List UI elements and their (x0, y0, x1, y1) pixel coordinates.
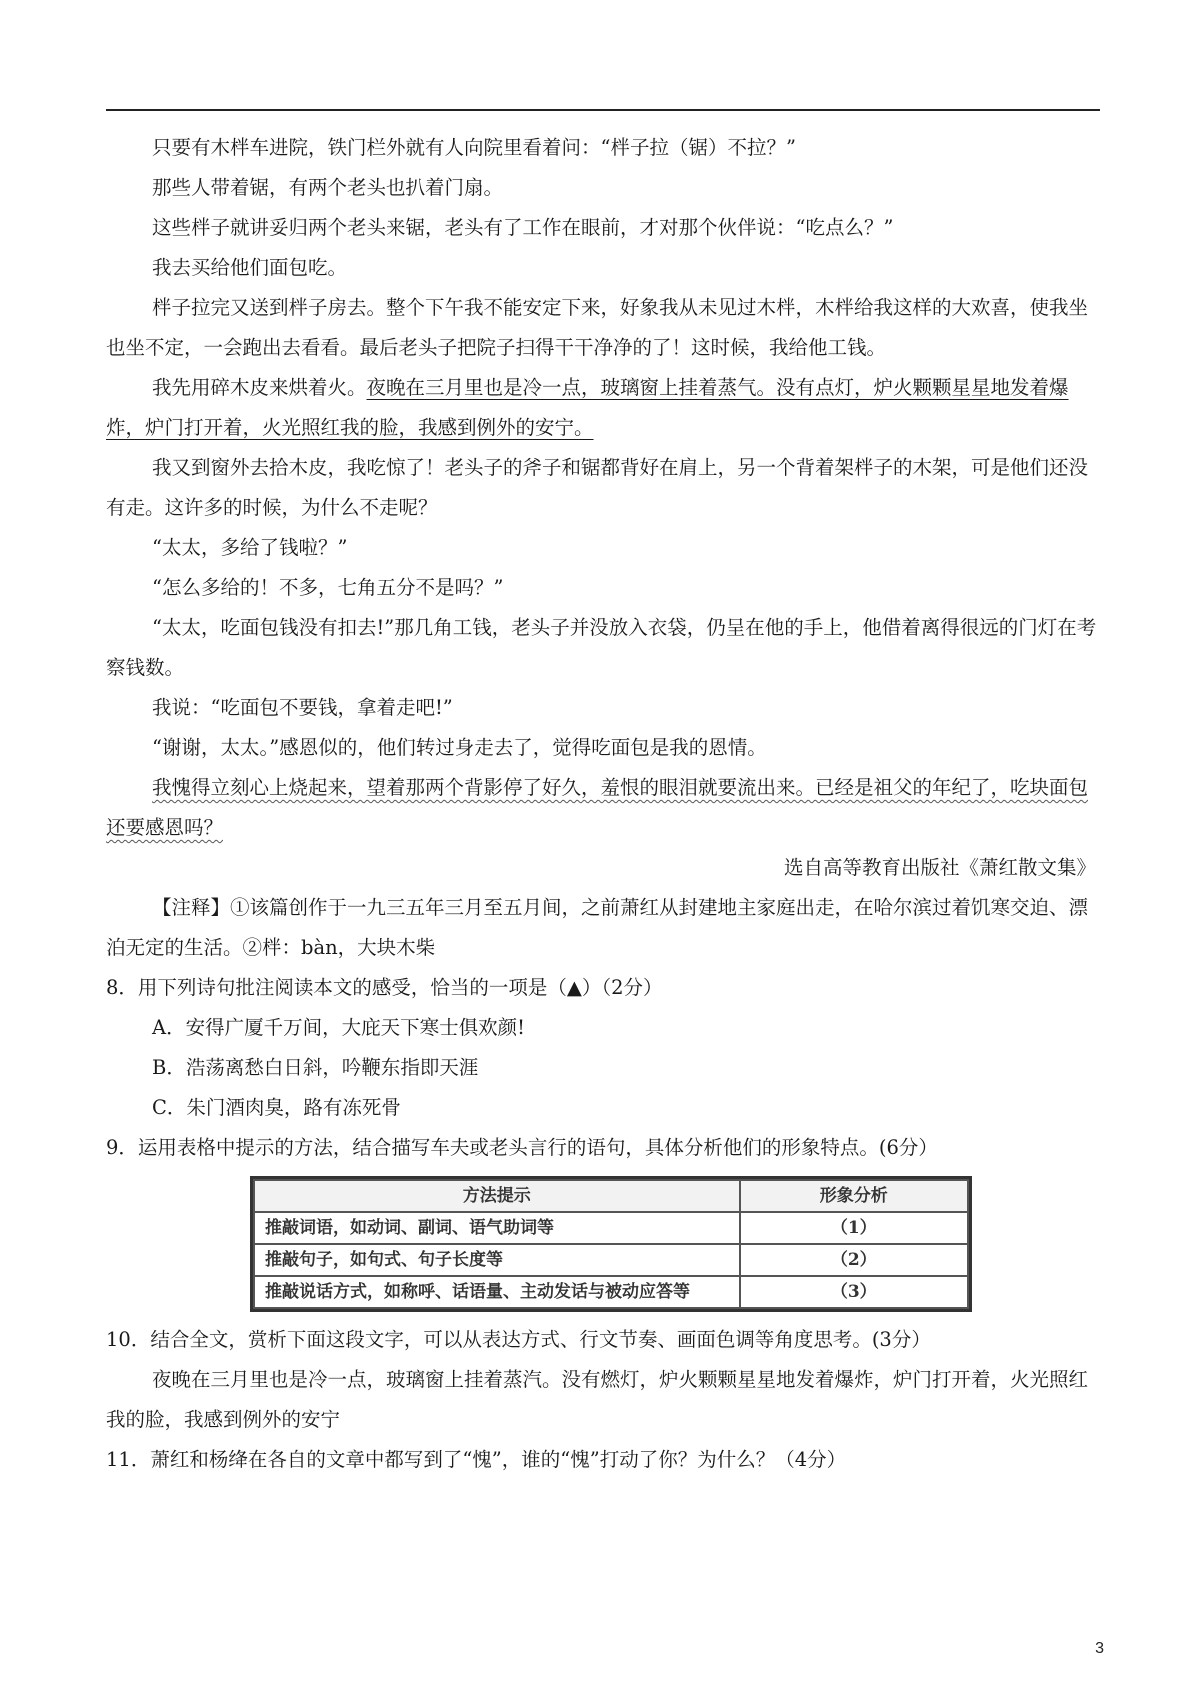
table-header-method: 方法提示 (254, 1180, 740, 1212)
table-row (254, 1244, 968, 1276)
table-cell-method: 推敲词语，如动词、副词、语气助词等 (254, 1212, 740, 1244)
question-10: 10．结合全文，赏析下面这段文字，可以从表达方式、行文节奏、画面色调等角度思考。(3分） (106, 1328, 931, 1351)
table-header-analysis: 形象分析 (740, 1180, 968, 1212)
paragraph-wavy-underlined (106, 768, 1100, 848)
question-8: 8．用下列诗句批注阅读本文的感受，恰当的一项是（▲）（2分） (106, 976, 663, 999)
paragraph-underlined-sentence (106, 368, 1100, 448)
option-b: B．浩荡离愁白日斜，吟鞭东指即天涯 (152, 1056, 479, 1079)
paragraph: 我又到窗外去拾木皮，我吃惊了！老头子的斧子和锯都背好在肩上，另一个背着架柈子的木架，可是他们还没有走。这许多的时候，为什么不走呢？ (106, 456, 1089, 519)
paragraph: “谢谢，太太。”感恩似的，他们转过身走去了，觉得吃面包是我的恩情。 (152, 736, 767, 759)
quoted-passage: 夜晚在三月里也是冷一点，玻璃窗上挂着蒸汽。没有燃灯，炉火颗颗星星地发着爆炸，炉门打开着，火光照红我的脸，我感到例外的安宁 (106, 1368, 1089, 1431)
page-number: 3 (1095, 1640, 1104, 1657)
paragraph: 我去买给他们面包吃。 (152, 256, 348, 279)
header-rule (106, 109, 1100, 111)
source-citation: 选自高等教育出版社《萧红散文集》 (783, 856, 1096, 879)
option-a: A．安得广厦千万间，大庇天下寒士俱欢颜! (152, 1016, 525, 1039)
dialogue-line: “怎么多给的！不多，七角五分不是吗？” (152, 576, 504, 599)
question-9: 9．运用表格中提示的方法，结合描写车夫或老头言行的语句，具体分析他们的形象特点。(6分） (106, 1136, 938, 1159)
paragraph: 柈子拉完又送到柈子房去。整个下午我不能安定下来，好象我从未见过木柈，木柈给我这样的大欢喜，使我坐也坐不定，一会跑出去看看。最后老头子把院子扫得干干净净的了！这时候，我给他工钱。 (106, 296, 1089, 359)
wavy-underlined-text: 我愧得立刻心上烧起来，望着那两个背影停了好久，羞恨的眼泪就要流出来。已经是祖父的年纪了，吃块面包还要感恩吗？ (106, 776, 1089, 839)
annotation-note: 【注释】①该篇创作于一九三五年三月至五月间，之前萧红从封建地主家庭出走，在哈尔滨过着饥寒交迫、漂泊无定的生活。②柈：bàn，大块木柴 (106, 896, 1089, 959)
table-cell-method: 推敲说话方式，如称呼、话语量、主动发话与被动应答等 (254, 1276, 740, 1308)
paragraph: 只要有木柈车进院，铁门栏外就有人向院里看着问：“柈子拉（锯）不拉？” (152, 136, 796, 159)
table-cell-analysis: （3） (740, 1276, 968, 1308)
table-cell-method: 推敲句子，如句式、句子长度等 (254, 1244, 740, 1276)
method-table (250, 1176, 972, 1312)
underlined-sentence: 夜晚在三月里也是冷一点，玻璃窗上挂着蒸气。没有点灯，炉火颗颗星星地发着爆炸，炉门打开着，火光照红我的脸，我感到例外的安宁。 (106, 376, 1069, 439)
paragraph: “太太，吃面包钱没有扣去!”那几角工钱，老头子并没放入衣袋，仍呈在他的手上，他借着离得很远的门灯在考察钱数。 (106, 616, 1097, 679)
table-cell-analysis: （1） (740, 1212, 968, 1244)
page-body (106, 128, 1100, 1480)
paragraph-lead: 我先用碎木皮来烘着火。 (152, 376, 367, 399)
question-11: 11．萧红和杨绛在各自的文章中都写到了“愧”，谁的“愧”打动了你？为什么？（4分） (106, 1448, 847, 1471)
dialogue-line: “太太，多给了钱啦？” (152, 536, 348, 559)
option-c: C．朱门酒肉臭，路有冻死骨 (152, 1096, 401, 1119)
table-cell-analysis: （2） (740, 1244, 968, 1276)
paragraph: 这些柈子就讲妥归两个老头来锯，老头有了工作在眼前，才对那个伙伴说：“吃点么？” (152, 216, 894, 239)
table-row (254, 1212, 968, 1244)
dialogue-line: 我说：“吃面包不要钱，拿着走吧!” (152, 696, 453, 719)
table-row (254, 1276, 968, 1308)
paragraph: 那些人带着锯，有两个老头也扒着门扇。 (152, 176, 504, 199)
